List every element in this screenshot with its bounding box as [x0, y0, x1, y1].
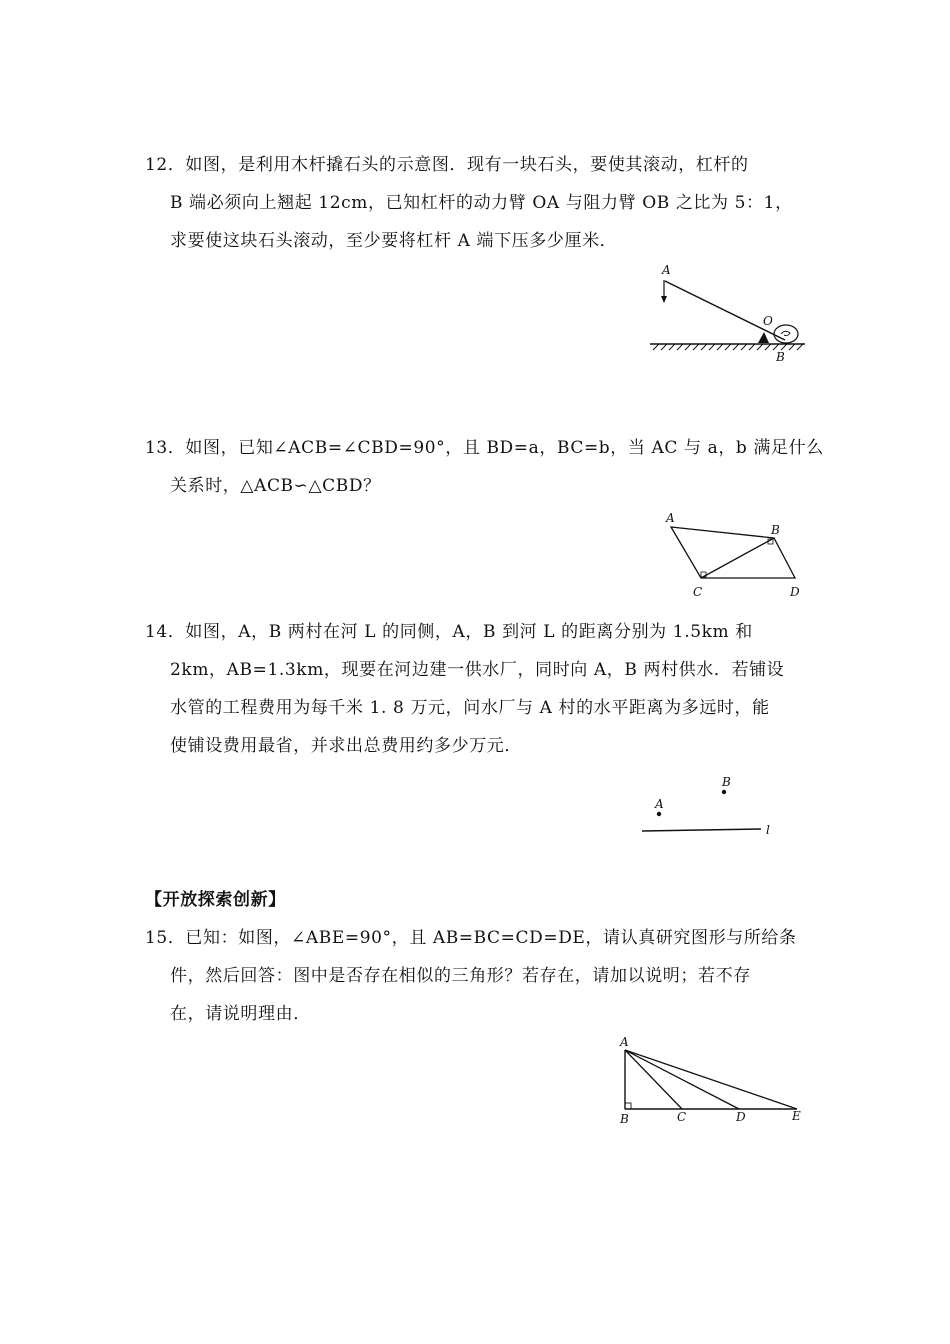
river-line: [642, 829, 761, 831]
section-heading: 【开放探索创新】: [145, 890, 286, 910]
p13-line-1: 13．如图，已知∠ACB=∠CBD=90°，且 BD=a，BC=b，当 AC 与 a，b 满足什么: [145, 438, 824, 458]
force-arrow-head: [661, 296, 667, 303]
p13-line-2: 关系时，△ACB∽△CBD？: [170, 476, 381, 496]
lever-figure: [645, 258, 810, 368]
stone-texture: [781, 331, 790, 335]
fulcrum: [758, 332, 769, 343]
p15-line-3: 在，请说明理由．: [170, 1004, 311, 1024]
quad-label-d: D: [790, 585, 800, 599]
tri-label-e: E: [792, 1109, 801, 1123]
segment-ae: [625, 1050, 797, 1109]
tri-label-b: B: [620, 1112, 629, 1126]
quad-label-c: C: [693, 585, 703, 599]
tri-label-d: D: [736, 1110, 746, 1124]
p12-line-1: 12．如图，是利用木杆撬石头的示意图．现有一块石头，要使其滚动，杠杆的: [145, 155, 749, 175]
diagonal-cb: [701, 538, 774, 578]
tri-label-a: A: [620, 1035, 629, 1049]
quad-label-b: B: [771, 523, 780, 537]
p14-line-1: 14．如图，A，B 两村在河 L 的同侧，A，B 到河 L 的距离分别为 1.5km 和: [145, 622, 753, 642]
segment-ac: [625, 1050, 682, 1109]
triangle-figure: [612, 1030, 812, 1130]
p15-line-2: 件，然后回答：图中是否存在相似的三角形？若存在，请加以说明；若不存: [170, 966, 751, 986]
tri-label-c: C: [677, 1110, 687, 1124]
p12-line-2: B 端必须向上翘起 12cm，已知杠杆的动力臂 OA 与阻力臂 OB 之比为 5：1，: [170, 193, 793, 213]
lever-bar: [665, 281, 785, 340]
river-figure: [635, 768, 785, 843]
segment-ad: [625, 1050, 739, 1109]
p15-line-1: 15．已知：如图，∠ABE=90°，且 AB=BC=CD=DE，请认真研究图形与所给条: [145, 928, 797, 948]
river-label-l: l: [766, 823, 770, 837]
lever-label-a: A: [662, 263, 671, 277]
lever-label-b: B: [776, 350, 785, 364]
lever-label-o: O: [763, 314, 773, 328]
p14-line-2: 2km，AB=1.3km，现要在河边建一供水厂，同时向 A，B 两村供水．若铺设: [170, 660, 785, 680]
river-label-a: A: [655, 797, 664, 811]
river-label-b: B: [722, 775, 731, 789]
p12-line-3: 求要使这块石头滚动，至少要将杠杆 A 端下压多少厘米．: [170, 231, 618, 251]
village-b-point: [722, 790, 726, 794]
right-angle-b: [625, 1103, 631, 1109]
p14-line-4: 使铺设费用最省，并求出总费用约多少万元．: [170, 736, 522, 756]
quad-label-a: A: [666, 511, 675, 525]
quadrilateral-figure: [660, 505, 810, 605]
stone: [774, 325, 798, 343]
p14-line-3: 水管的工程费用为每千米 1. 8 万元，问水厂与 A 村的水平距离为多远时，能: [170, 698, 770, 718]
village-a-point: [657, 812, 661, 816]
